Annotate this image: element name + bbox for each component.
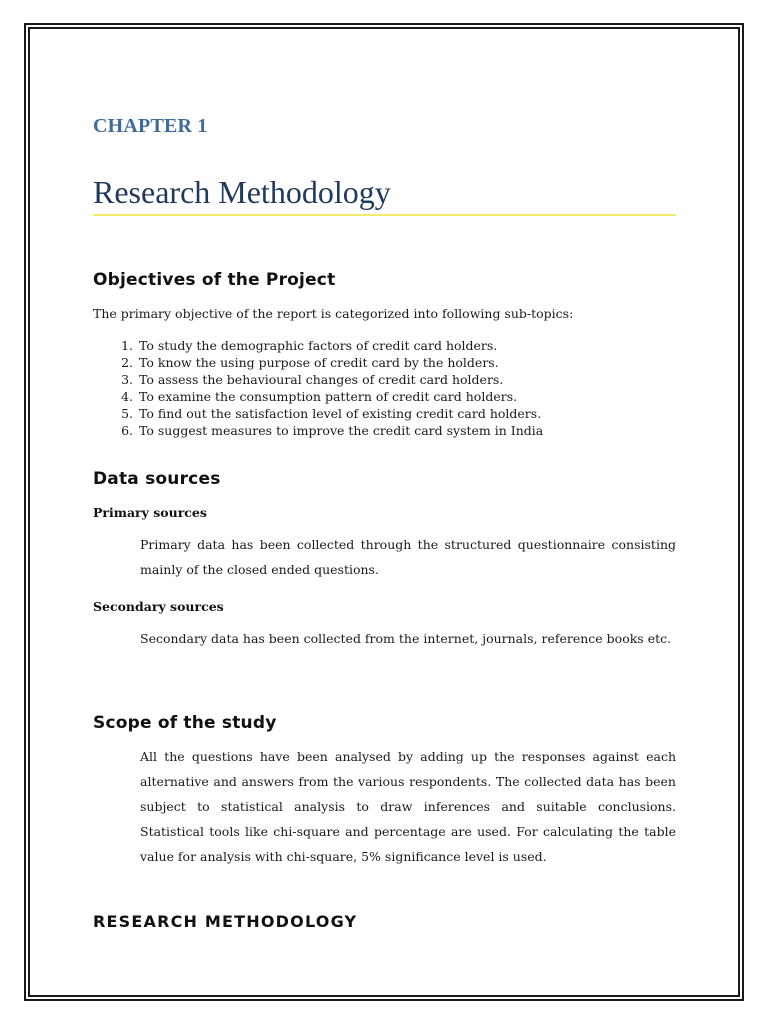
- objectives-list: [93, 337, 543, 439]
- list-item: 3. To assess the behavioural changes of credit card holders.: [121, 372, 504, 387]
- scope-heading: Scope of the study: [93, 713, 277, 733]
- secondary-sources-text: Secondary data has been collected from the internet, journals, reference books etc.: [140, 631, 672, 646]
- research-methodology-heading: RESEARCH METHODOLOGY: [93, 912, 358, 931]
- objectives-heading: Objectives of the Project: [93, 270, 336, 290]
- scope-text: All the questions have been analysed by adding up the responses against each alternative and answers from the various respondents. The collected data has been subject to statistical analysis to draw inferences and suitable conclusions. Statistical tools like chi-square and percentage are used. For calculating the table value for analysis with chi-square, 5% significance level is used.: [140, 749, 676, 864]
- primary-sources-heading: Primary sources: [93, 505, 207, 520]
- list-item: 5. To find out the satisfaction level of existing credit card holders.: [121, 406, 542, 421]
- list-item: 1. To study the demographic factors of credit card holders.: [121, 338, 498, 353]
- primary-sources-text: Primary data has been collected through the structured questionnaire consisting mainly of the closed ended questions.: [140, 537, 676, 577]
- list-item: 4. To examine the consumption pattern of credit card holders.: [121, 389, 518, 404]
- title-underline: [93, 214, 676, 216]
- list-item: 6. To suggest measures to improve the credit card system in India: [121, 423, 544, 438]
- page-title: Research Methodology: [93, 174, 391, 210]
- data-sources-heading: Data sources: [93, 469, 221, 489]
- chapter-label: CHAPTER 1: [93, 115, 208, 137]
- list-item: 2. To know the using purpose of credit card by the holders.: [121, 355, 499, 370]
- secondary-sources-heading: Secondary sources: [93, 599, 224, 614]
- objectives-intro: The primary objective of the report is categorized into following sub-topics:: [93, 306, 574, 321]
